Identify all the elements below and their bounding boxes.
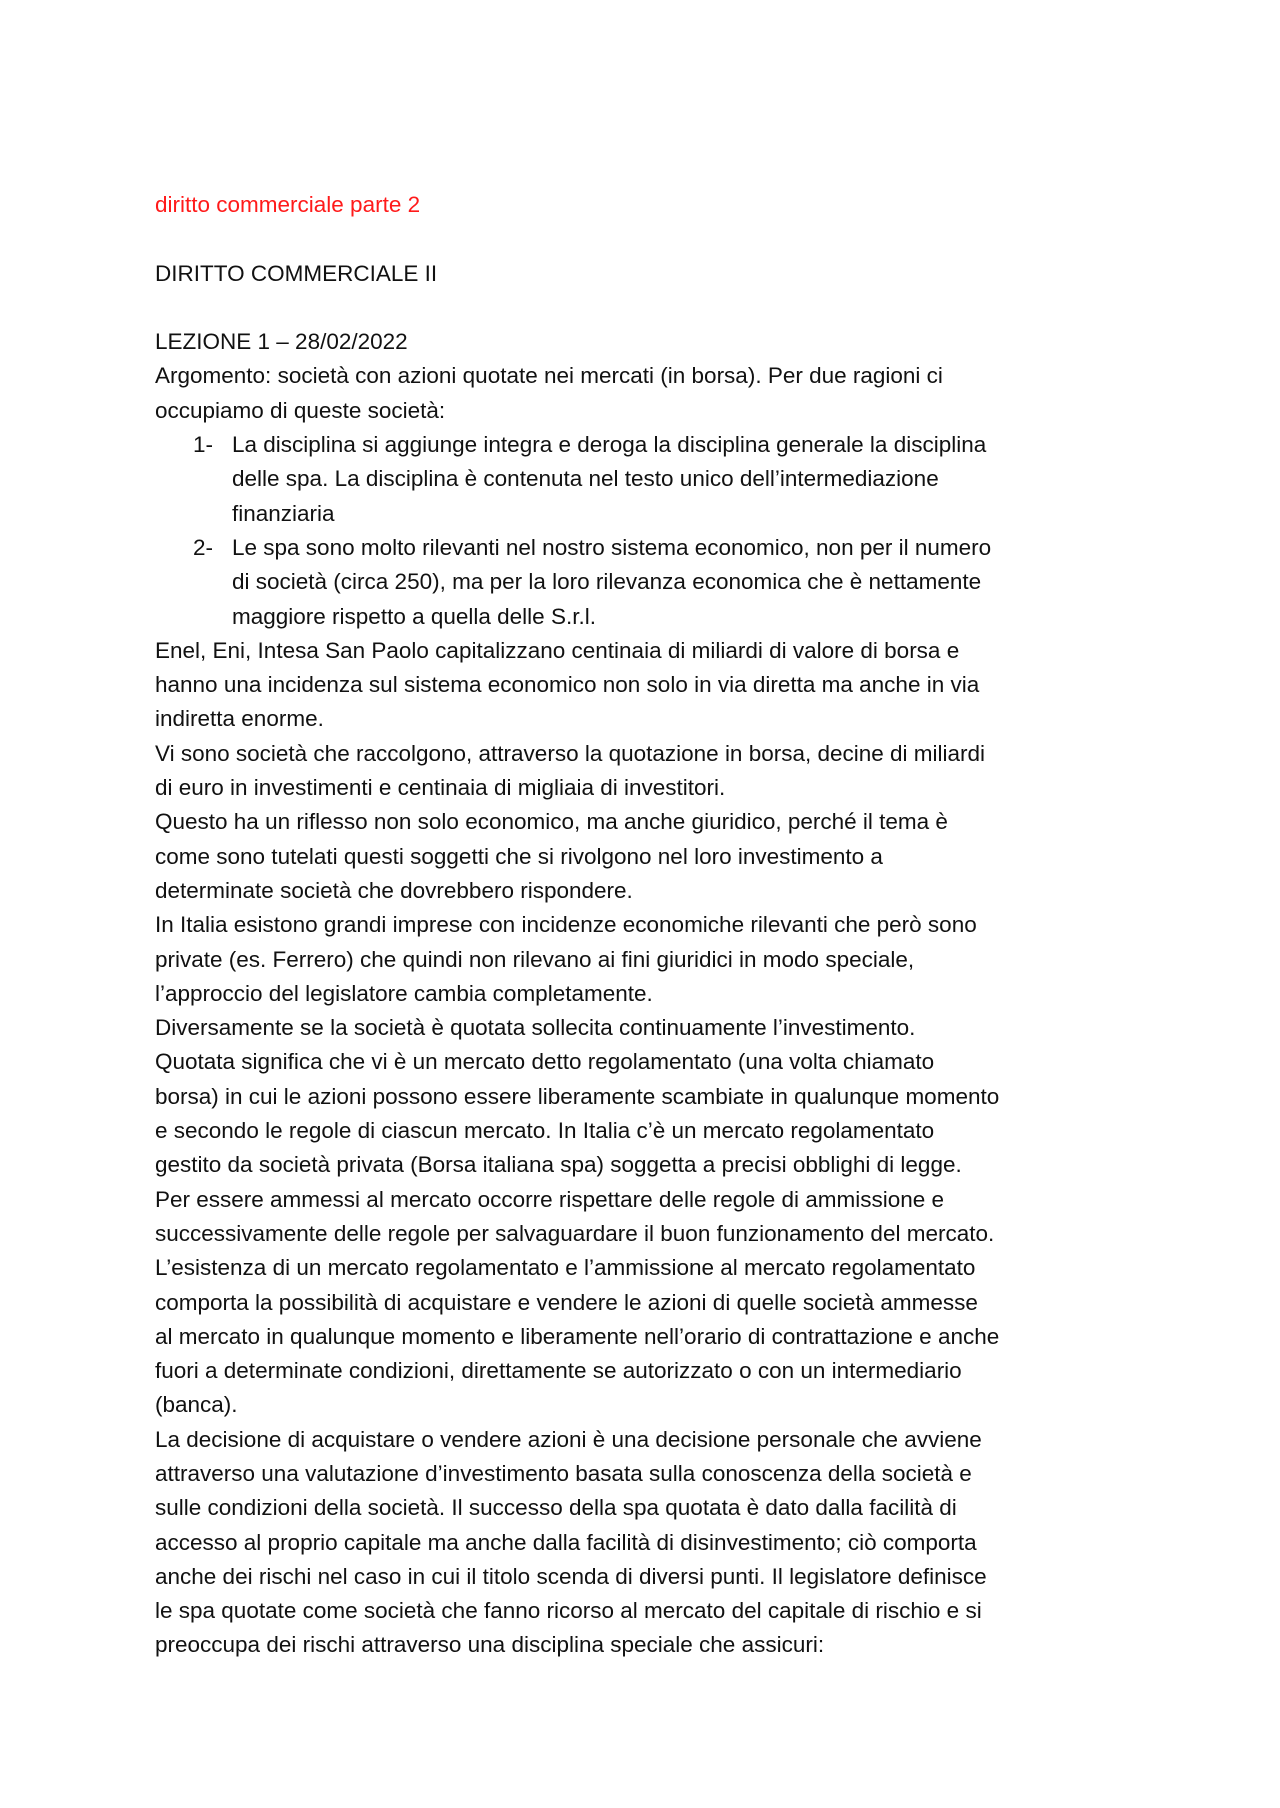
text-line: Argomento: società con azioni quotate nei mercati (in borsa). Per due ragioni ci bbox=[155, 363, 943, 389]
text-line: preoccupa dei rischi attraverso una disciplina speciale che assicuri: bbox=[155, 1632, 825, 1658]
document-heading: DIRITTO COMMERCIALE II bbox=[155, 260, 438, 286]
text-line: finanziaria bbox=[232, 500, 335, 526]
list-item bbox=[155, 531, 1145, 634]
list-item bbox=[155, 428, 1145, 531]
text-line: anche dei rischi nel caso in cui il titolo scenda di diversi punti. Il legislatore definisce bbox=[155, 1563, 987, 1589]
text-line: l’approccio del legislatore cambia completamente. bbox=[155, 980, 653, 1006]
text-line: Diversamente se la società è quotata sollecita continuamente l’investimento. bbox=[155, 1015, 916, 1041]
lesson-heading: LEZIONE 1 – 28/02/2022 bbox=[155, 329, 408, 355]
text-line: comporta la possibilità di acquistare e vendere le azioni di quelle società ammesse bbox=[155, 1289, 978, 1315]
text-line: In Italia esistono grandi imprese con incidenze economiche rilevanti che però sono bbox=[155, 912, 977, 938]
text-line: gestito da società privata (Borsa italiana spa) soggetta a precisi obblighi di legge. bbox=[155, 1152, 962, 1178]
text-line: La disciplina si aggiunge integra e deroga la disciplina generale la disciplina bbox=[232, 432, 987, 458]
text-line: Le spa sono molto rilevanti nel nostro sistema economico, non per il numero bbox=[232, 534, 992, 560]
text-line: L’esistenza di un mercato regolamentato e l’ammissione al mercato regolamentato bbox=[155, 1255, 976, 1281]
text-line: sulle condizioni della società. Il successo della spa quotata è dato dalla facilità di bbox=[155, 1495, 957, 1521]
text-line: La decisione di acquistare o vendere azioni è una decisione personale che avviene bbox=[155, 1426, 982, 1452]
text-line: determinate società che dovrebbero rispondere. bbox=[155, 877, 633, 903]
text-line: attraverso una valutazione d’investimento basata sulla conoscenza della società e bbox=[155, 1460, 972, 1486]
spacer bbox=[155, 222, 1145, 256]
text-line: di società (circa 250), ma per la loro rilevanza economica che è nettamente bbox=[232, 569, 982, 595]
text-line: (banca). bbox=[155, 1392, 238, 1418]
text-line: le spa quotate come società che fanno ricorso al mercato del capitale di rischio e si bbox=[155, 1598, 982, 1624]
text-line: Vi sono società che raccolgono, attraverso la quotazione in borsa, decine di miliardi bbox=[155, 740, 986, 766]
numbered-list bbox=[155, 428, 1145, 634]
text-line: successivamente delle regole per salvaguardare il buon funzionamento del mercato. bbox=[155, 1220, 995, 1246]
text-line: Per essere ammessi al mercato occorre rispettare delle regole di ammissione e bbox=[155, 1186, 945, 1212]
text-line: indiretta enorme. bbox=[155, 706, 324, 732]
text-line: maggiore rispetto a quella delle S.r.l. bbox=[232, 603, 596, 629]
text-line: e secondo le regole di ciascun mercato. In Italia c’è un mercato regolamentato bbox=[155, 1118, 935, 1144]
text-line: al mercato in qualunque momento e liberamente nell’orario di contrattazione e anche bbox=[155, 1323, 1000, 1349]
text-line: occupiamo di queste società: bbox=[155, 397, 446, 423]
intro-paragraph bbox=[155, 359, 1145, 428]
text-line: Quotata significa che vi è un mercato detto regolamentato (una volta chiamato bbox=[155, 1049, 935, 1075]
text-line: fuori a determinate condizioni, direttamente se autorizzato o con un intermediario bbox=[155, 1358, 962, 1384]
text-line: private (es. Ferrero) che quindi non rilevano ai fini giuridici in modo speciale, bbox=[155, 946, 915, 972]
text-line: accesso al proprio capitale ma anche dalla facilità di disinvestimento; ciò comporta bbox=[155, 1529, 977, 1555]
text-line: come sono tutelati questi soggetti che si rivolgono nel loro investimento a bbox=[155, 843, 883, 869]
text-line: delle spa. La disciplina è contenuta nel testo unico dell’intermediazione bbox=[232, 466, 939, 492]
body-text bbox=[155, 634, 1145, 1663]
text-line: di euro in investimenti e centinaia di migliaia di investitori. bbox=[155, 775, 726, 801]
list-marker: 1- bbox=[193, 432, 214, 458]
document-page bbox=[155, 188, 1145, 1663]
text-line: Enel, Eni, Intesa San Paolo capitalizzano centinaia di miliardi di valore di borsa e bbox=[155, 637, 960, 663]
document-title: diritto commerciale parte 2 bbox=[155, 192, 421, 217]
text-line: borsa) in cui le azioni possono essere liberamente scambiate in qualunque momento bbox=[155, 1083, 1000, 1109]
spacer bbox=[155, 291, 1145, 325]
list-marker: 2- bbox=[193, 534, 214, 560]
text-line: hanno una incidenza sul sistema economico non solo in via diretta ma anche in via bbox=[155, 672, 980, 698]
text-line: Questo ha un riflesso non solo economico, ma anche giuridico, perché il tema è bbox=[155, 809, 948, 835]
